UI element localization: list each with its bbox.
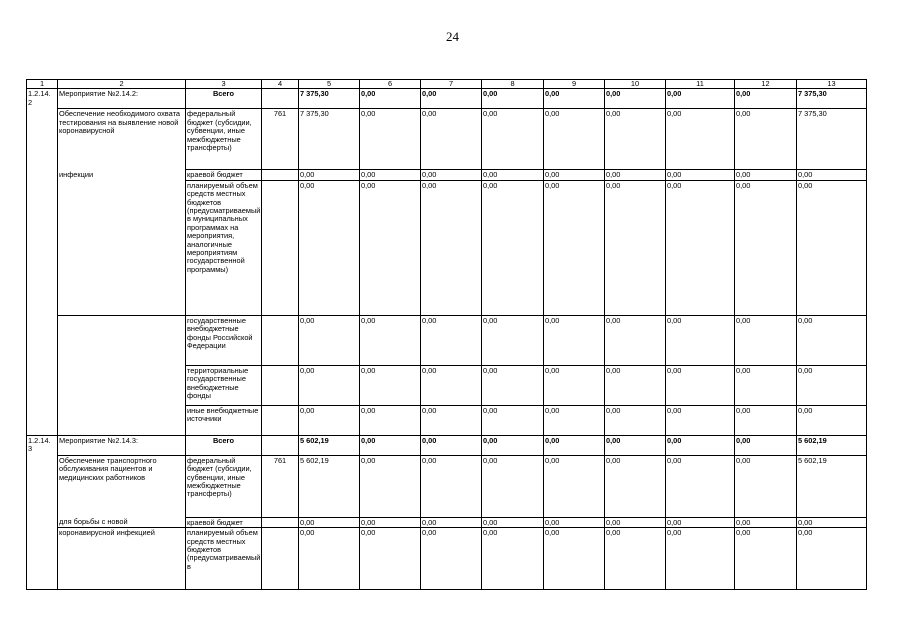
- value-cell: 0,00: [360, 109, 421, 170]
- value-cell: 0,00: [544, 315, 605, 365]
- cell: [27, 365, 58, 405]
- value-cell: 0,00: [421, 180, 482, 315]
- value-cell: 0,00: [735, 89, 797, 109]
- source-label: государственные внебюджетные фонды Российской Федерации: [186, 315, 262, 365]
- value-cell: 0,00: [666, 180, 735, 315]
- cell: [58, 365, 186, 405]
- value-cell: 0,00: [605, 109, 666, 170]
- value-cell: 0,00: [299, 405, 360, 435]
- value-cell: 0,00: [544, 517, 605, 527]
- cell: [262, 517, 299, 527]
- value-cell: 0,00: [797, 180, 867, 315]
- value-cell: 0,00: [666, 405, 735, 435]
- value-cell: 0,00: [605, 528, 666, 590]
- table-row: [27, 405, 867, 435]
- value-cell: 0,00: [605, 315, 666, 365]
- value-cell: 0,00: [299, 315, 360, 365]
- header-cell: 2: [58, 80, 186, 89]
- activity-desc: Обеспечение транспортного обслуживания пациентов и медицинских работников: [58, 455, 186, 517]
- value-cell: 0,00: [482, 170, 544, 180]
- value-cell: 0,00: [666, 315, 735, 365]
- value-cell: 5 602,19: [299, 435, 360, 455]
- header-cell: 4: [262, 80, 299, 89]
- header-row: [27, 80, 867, 89]
- value-cell: 0,00: [797, 170, 867, 180]
- value-cell: 0,00: [605, 435, 666, 455]
- source-label: планируемый объем средств местных бюджетов (предусматриваемый в: [186, 528, 262, 590]
- value-cell: 0,00: [299, 365, 360, 405]
- value-cell: 0,00: [360, 89, 421, 109]
- value-cell: 0,00: [666, 365, 735, 405]
- value-cell: 0,00: [797, 517, 867, 527]
- value-cell: 0,00: [735, 315, 797, 365]
- cell: [58, 180, 186, 315]
- value-cell: 0,00: [735, 405, 797, 435]
- header-cell: 7: [421, 80, 482, 89]
- value-cell: 0,00: [482, 180, 544, 315]
- value-cell: 7 375,30: [299, 109, 360, 170]
- value-cell: 0,00: [544, 528, 605, 590]
- cell: [262, 405, 299, 435]
- activity-title: Мероприятие №2.14.3:: [58, 435, 186, 455]
- value-cell: 0,00: [421, 455, 482, 517]
- value-cell: 5 602,19: [797, 455, 867, 517]
- value-cell: 0,00: [735, 180, 797, 315]
- value-cell: 0,00: [360, 170, 421, 180]
- cell: [27, 180, 58, 315]
- value-cell: 0,00: [421, 517, 482, 527]
- cell: [262, 315, 299, 365]
- value-cell: 0,00: [735, 435, 797, 455]
- value-cell: 0,00: [360, 315, 421, 365]
- table-row: [27, 89, 867, 109]
- value-cell: 0,00: [360, 517, 421, 527]
- page-number: 24: [446, 29, 459, 44]
- value-cell: 0,00: [605, 405, 666, 435]
- value-cell: 0,00: [482, 109, 544, 170]
- value-cell: 5 602,19: [299, 455, 360, 517]
- cell: [262, 180, 299, 315]
- value-cell: 0,00: [797, 315, 867, 365]
- value-cell: 0,00: [544, 180, 605, 315]
- table-row: [27, 528, 867, 590]
- value-cell: 0,00: [544, 365, 605, 405]
- activity-desc: Обеспечение необходимого охвата тестирования на выявление новой коронавирусной: [58, 109, 186, 170]
- value-cell: 0,00: [360, 455, 421, 517]
- cell: [27, 405, 58, 435]
- value-cell: 0,00: [666, 528, 735, 590]
- value-cell: 0,00: [482, 455, 544, 517]
- value-cell: 0,00: [360, 365, 421, 405]
- value-cell: 0,00: [605, 89, 666, 109]
- value-cell: 0,00: [421, 528, 482, 590]
- activity-desc: инфекции: [58, 170, 186, 180]
- value-cell: 0,00: [544, 455, 605, 517]
- value-cell: 5 602,19: [797, 435, 867, 455]
- value-cell: 0,00: [544, 109, 605, 170]
- value-cell: 0,00: [735, 170, 797, 180]
- value-cell: 0,00: [544, 435, 605, 455]
- value-cell: 0,00: [421, 170, 482, 180]
- value-cell: 0,00: [735, 109, 797, 170]
- value-cell: 0,00: [797, 365, 867, 405]
- row-code: 1.2.14. 3: [27, 435, 58, 455]
- value-cell: 0,00: [421, 435, 482, 455]
- value-cell: 0,00: [735, 365, 797, 405]
- cell: [27, 455, 58, 517]
- value-cell: 0,00: [605, 365, 666, 405]
- cell: [27, 528, 58, 590]
- cell: [27, 517, 58, 527]
- value-cell: 7 375,30: [797, 89, 867, 109]
- source-label: краевой бюджет: [186, 517, 262, 527]
- value-cell: 0,00: [482, 435, 544, 455]
- table-row: [27, 517, 867, 527]
- table-row: [27, 455, 867, 517]
- table-row: [27, 435, 867, 455]
- budget-table: [26, 79, 867, 590]
- header-cell: 8: [482, 80, 544, 89]
- cell: [27, 315, 58, 365]
- activity-desc: для борьбы с новой: [58, 517, 186, 527]
- value-cell: 0,00: [666, 109, 735, 170]
- header-cell: 12: [735, 80, 797, 89]
- source-label: территориальные государственные внебюджетные фонды: [186, 365, 262, 405]
- source-label: федеральный бюджет (субсидии, субвенции, иные межбюджетные трансферты): [186, 455, 262, 517]
- value-cell: 0,00: [421, 89, 482, 109]
- source-label: иные внебюджетные источники: [186, 405, 262, 435]
- value-cell: 0,00: [360, 435, 421, 455]
- value-cell: 0,00: [666, 455, 735, 517]
- value-cell: 0,00: [360, 528, 421, 590]
- header-cell: 9: [544, 80, 605, 89]
- code-cell: 761: [262, 455, 299, 517]
- value-cell: 0,00: [605, 517, 666, 527]
- value-cell: 0,00: [360, 180, 421, 315]
- value-cell: 0,00: [421, 315, 482, 365]
- cell: [58, 405, 186, 435]
- value-cell: 7 375,30: [797, 109, 867, 170]
- row-code: 1.2.14. 2: [27, 89, 58, 109]
- value-cell: 0,00: [544, 89, 605, 109]
- value-cell: 0,00: [735, 528, 797, 590]
- cell: [27, 109, 58, 170]
- source-label: федеральный бюджет (субсидии, субвенции, иные межбюджетные трансферты): [186, 109, 262, 170]
- value-cell: 0,00: [482, 517, 544, 527]
- header-cell: 5: [299, 80, 360, 89]
- value-cell: 0,00: [666, 89, 735, 109]
- activity-desc: коронавирусной инфекцией: [58, 528, 186, 590]
- source-label: планируемый объем средств местных бюджетов (предусматриваемый в муниципальных программах на мероприятия, аналогичные мероприятиям государственной программы): [186, 180, 262, 315]
- header-cell: 3: [186, 80, 262, 89]
- value-cell: 0,00: [605, 180, 666, 315]
- table-row: [27, 109, 867, 170]
- value-cell: 0,00: [735, 455, 797, 517]
- value-cell: 0,00: [482, 365, 544, 405]
- value-cell: 0,00: [544, 405, 605, 435]
- value-cell: 0,00: [299, 528, 360, 590]
- table-row: [27, 365, 867, 405]
- cell: [27, 170, 58, 180]
- value-cell: 0,00: [735, 517, 797, 527]
- activity-title: Мероприятие №2.14.2:: [58, 89, 186, 109]
- value-cell: 0,00: [544, 170, 605, 180]
- value-cell: 0,00: [797, 405, 867, 435]
- cell: [262, 170, 299, 180]
- header-cell: 10: [605, 80, 666, 89]
- value-cell: 0,00: [299, 170, 360, 180]
- source-label: краевой бюджет: [186, 170, 262, 180]
- value-cell: 0,00: [421, 365, 482, 405]
- table-row: [27, 170, 867, 180]
- value-cell: 0,00: [421, 405, 482, 435]
- cell: [262, 89, 299, 109]
- value-cell: 0,00: [666, 170, 735, 180]
- value-cell: 0,00: [482, 315, 544, 365]
- value-cell: 0,00: [360, 405, 421, 435]
- value-cell: 0,00: [605, 170, 666, 180]
- header-cell: 13: [797, 80, 867, 89]
- cell: [262, 435, 299, 455]
- source-label: Всего: [186, 435, 262, 455]
- value-cell: 0,00: [421, 109, 482, 170]
- value-cell: 0,00: [797, 528, 867, 590]
- value-cell: 0,00: [605, 455, 666, 517]
- cell: [58, 315, 186, 365]
- value-cell: 0,00: [299, 180, 360, 315]
- table-row: [27, 315, 867, 365]
- value-cell: 0,00: [482, 405, 544, 435]
- value-cell: 0,00: [666, 517, 735, 527]
- table-row: [27, 180, 867, 315]
- value-cell: 0,00: [482, 89, 544, 109]
- header-cell: 6: [360, 80, 421, 89]
- value-cell: 0,00: [299, 517, 360, 527]
- header-cell: 11: [666, 80, 735, 89]
- value-cell: 0,00: [666, 435, 735, 455]
- value-cell: 7 375,30: [299, 89, 360, 109]
- cell: [262, 365, 299, 405]
- value-cell: 0,00: [482, 528, 544, 590]
- source-label: Всего: [186, 89, 262, 109]
- cell: [262, 528, 299, 590]
- header-cell: 1: [27, 80, 58, 89]
- code-cell: 761: [262, 109, 299, 170]
